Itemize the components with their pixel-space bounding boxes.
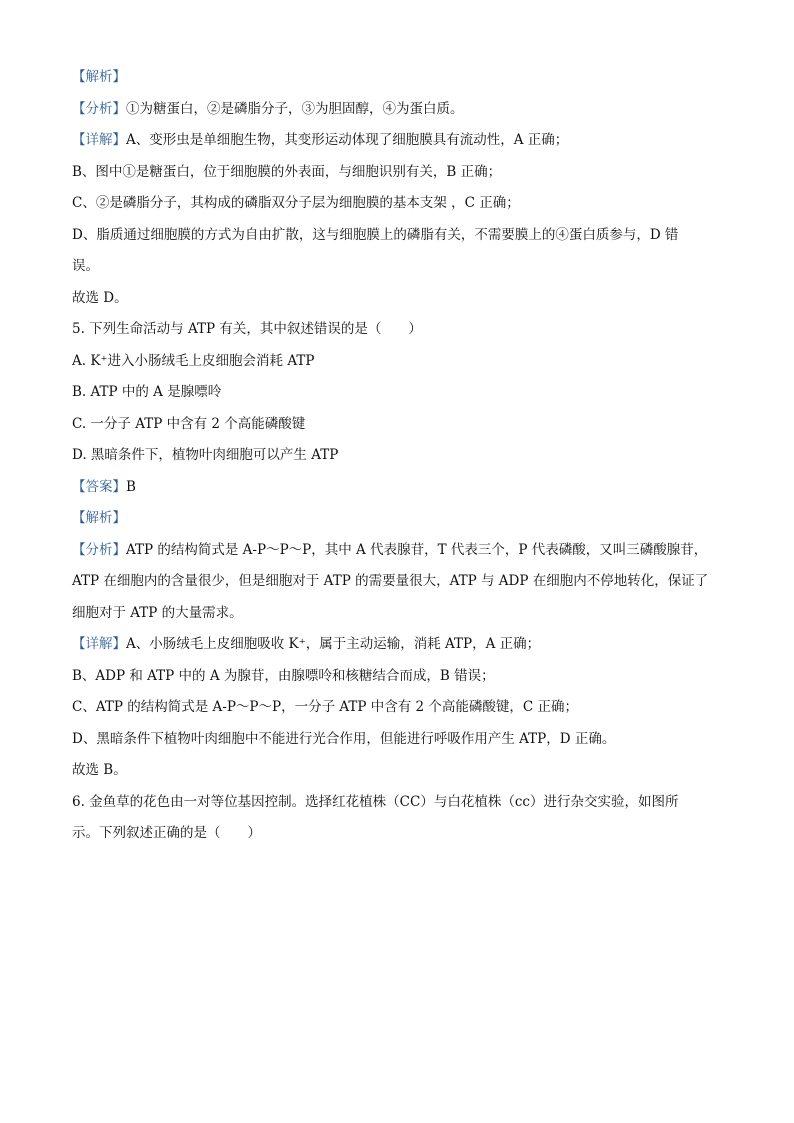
q4-xiangjie-a-text: A、变形虫是单细胞生物，其变形运动体现了细胞膜具有流动性，A 正确；: [126, 132, 569, 148]
q5-option-c-explanation: C、ATP 的结构简式是 A-P～P～P，一分子 ATP 中含有 2 个高能磷酸键，C 正确；: [72, 699, 579, 715]
q5-option-b-explanation: B、ADP 和 ATP 中的 A 为腺苷，由腺嘌呤和核糖结合而成，B 错误；: [72, 667, 495, 684]
q5-stem: 5. 下列生命活动与 ATP 有关，其中叙述错误的是（ ）: [72, 321, 422, 337]
q5-option-d-explanation: D、黑暗条件下植物叶肉细胞中不能进行光合作用，但能进行呼吸作用产生 ATP，D 正确。: [72, 730, 616, 747]
q6-stem-line2: 示。下列叙述正确的是（ ）: [72, 825, 261, 841]
q4-fenxi-tag: 【分析】: [72, 100, 126, 117]
document-content: [72, 62, 722, 850]
q4-xiangjie-tag: 【详解】: [72, 132, 126, 148]
q5-xiangjie-tag: 【详解】: [72, 636, 126, 652]
q5-option-a: A. K⁺进入小肠绒毛上皮细胞会消耗 ATP: [72, 352, 315, 369]
q5-fenxi-line1-text: ATP 的结构简式是 A-P～P～P，其中 A 代表腺苷，T 代表三个，P 代表磷酸，又叫三磷酸腺苷，: [126, 541, 708, 558]
q4-fenxi: [72, 94, 722, 126]
q5-xiangjie-a: [72, 629, 722, 661]
q4-option-d-explanation-line2: 误。: [72, 258, 99, 274]
q5-option-d: D. 黑暗条件下，植物叶肉细胞可以产生 ATP: [72, 447, 339, 463]
q5-fenxi-line2: ATP 在细胞内的含量很少，但是细胞对于 ATP 的需要量很大，ATP 与 ADP 在细胞内不停地转化，保证了: [72, 573, 709, 589]
q5-option-c: C. 一分子 ATP 中含有 2 个高能磷酸键: [72, 415, 306, 432]
q5-answer: [72, 472, 722, 504]
q5-fenxi-line1: [72, 535, 722, 567]
q4-fenxi-text: ①为糖蛋白，②是磷脂分子，③为胆固醇，④为蛋白质。: [126, 100, 464, 117]
q4-option-c-explanation: C、②是磷脂分子，其构成的磷脂双分子层为细胞膜的基本支架 ，C 正确；: [72, 195, 520, 211]
q5-fenxi-tag: 【分析】: [72, 541, 126, 558]
q6-stem-line1: 6. 金鱼草的花色由一对等位基因控制。选择红花植株（CC）与白花植株（cc）进行杂交实验，如图所: [72, 793, 679, 810]
q4-conclusion: 故选 D。: [72, 289, 128, 306]
q5-answer-tag: 【答案】: [72, 478, 126, 495]
q4-option-b-explanation: B、图中①是糖蛋白，位于细胞膜的外表面，与细胞识别有关，B 正确；: [72, 163, 502, 180]
q4-option-d-explanation-line1: D、脂质通过细胞膜的方式为自由扩散，这与细胞膜上的磷脂有关，不需要膜上的④蛋白质参与，D 错: [72, 226, 679, 243]
q5-option-b: B. ATP 中的 A 是腺嘌呤: [72, 384, 222, 400]
q4-xiangjie-a: [72, 125, 722, 157]
q5-fenxi-line3: 细胞对于 ATP 的大量需求。: [72, 604, 243, 621]
q4-jiexi-heading: 【解析】: [72, 69, 126, 85]
q5-answer-value: B: [126, 478, 136, 495]
q5-conclusion: 故选 B。: [72, 762, 127, 778]
q5-jiexi-heading: 【解析】: [72, 510, 126, 526]
q5-xiangjie-a-text: A、小肠绒毛上皮细胞吸收 K⁺，属于主动运输，消耗 ATP，A 正确；: [126, 636, 541, 652]
